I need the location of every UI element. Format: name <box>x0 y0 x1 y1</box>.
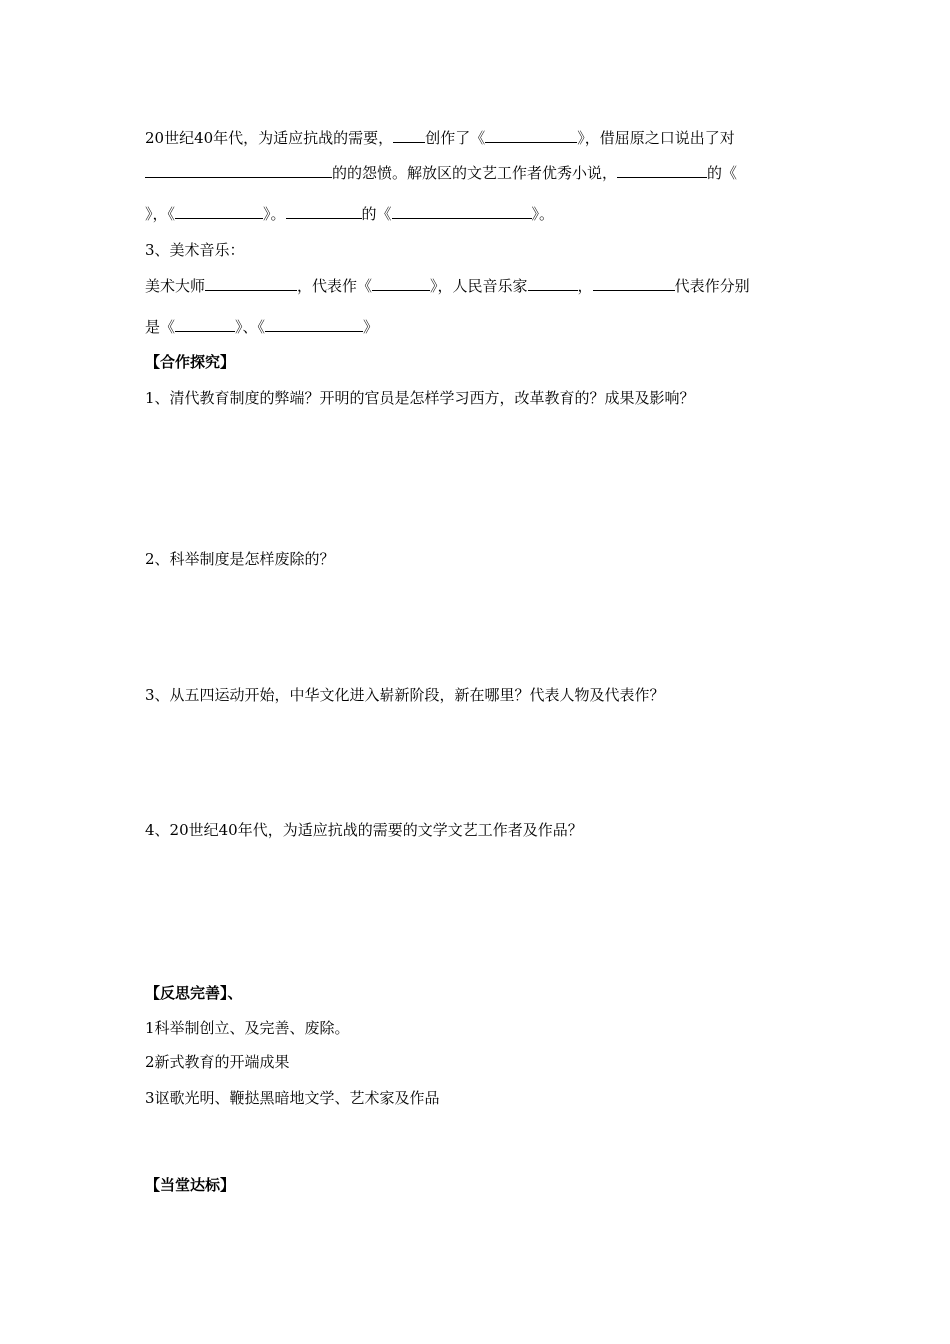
fill-text: 的《 <box>361 205 392 223</box>
fill-text: ， <box>577 277 593 295</box>
fill-text: 的《 <box>707 164 738 182</box>
answer-blank[interactable] <box>265 315 363 332</box>
fill-text: 20世纪40年代，为适应抗战的需要， <box>145 129 394 147</box>
answer-blank[interactable] <box>175 202 263 219</box>
answer-blank[interactable] <box>485 126 577 143</box>
question-2: 2、科举制度是怎样废除的？ <box>145 550 335 568</box>
answer-blank[interactable] <box>175 315 235 332</box>
reflect-item-3: 3讴歌光明、鞭挞黑暗地文学、艺术家及作品 <box>145 1089 440 1107</box>
fill-text: 》。 <box>263 205 286 223</box>
reflect-item-2: 2新式教育的开端成果 <box>145 1053 290 1071</box>
answer-blank[interactable] <box>593 274 675 291</box>
fill-text: 》，借屈原之口说出了对 <box>577 129 735 147</box>
question-4: 4、20世纪40年代，为适应抗战的需要的文学文艺工作者及作品？ <box>145 821 583 839</box>
fill-text: 》，人民音乐家 <box>430 277 528 295</box>
answer-blank[interactable] <box>617 161 707 178</box>
fill-text: 》。 <box>531 205 555 223</box>
question-3: 3、从五四运动开始，中华文化进入崭新阶段，新在哪里？代表人物及代表作？ <box>145 686 665 704</box>
answer-blank[interactable] <box>392 202 532 219</box>
reflect-item-1: 1科举制创立、及完善、废除。 <box>145 1019 350 1037</box>
fill-text: ，代表作《 <box>297 277 373 295</box>
section-heading-reflect: 【反思完善】、 <box>145 984 243 1002</box>
fill-line-2 <box>145 161 805 183</box>
fill-text: 》，《 <box>145 205 176 223</box>
fill-text: 的的怨愤。解放区的文艺工作者优秀小说， <box>332 164 618 182</box>
fill-text: 》、《 <box>235 318 266 336</box>
section-3-title: 3、美术音乐： <box>145 241 245 259</box>
fill-text: 美术大师 <box>145 277 206 295</box>
section-heading-cooperate: 【合作探究】 <box>145 353 236 371</box>
fill-line-1 <box>145 126 805 148</box>
fill-line-5 <box>145 315 805 337</box>
fill-text: 代表作分别 <box>674 277 750 295</box>
answer-blank[interactable] <box>286 202 362 219</box>
answer-blank[interactable] <box>372 274 430 291</box>
answer-blank[interactable] <box>205 274 297 291</box>
fill-text: 创作了《 <box>425 129 486 147</box>
answer-blank[interactable] <box>145 161 332 178</box>
fill-text: 是《 <box>145 318 176 336</box>
fill-line-3 <box>145 202 805 224</box>
section-heading-standard: 【当堂达标】 <box>145 1176 236 1194</box>
fill-text: 》 <box>363 318 379 336</box>
answer-blank[interactable] <box>393 126 425 143</box>
answer-blank[interactable] <box>528 274 578 291</box>
fill-line-4 <box>145 274 805 296</box>
question-1: 1、清代教育制度的弊端？开明的官员是怎样学习西方，改革教育的？成果及影响？ <box>145 389 695 407</box>
